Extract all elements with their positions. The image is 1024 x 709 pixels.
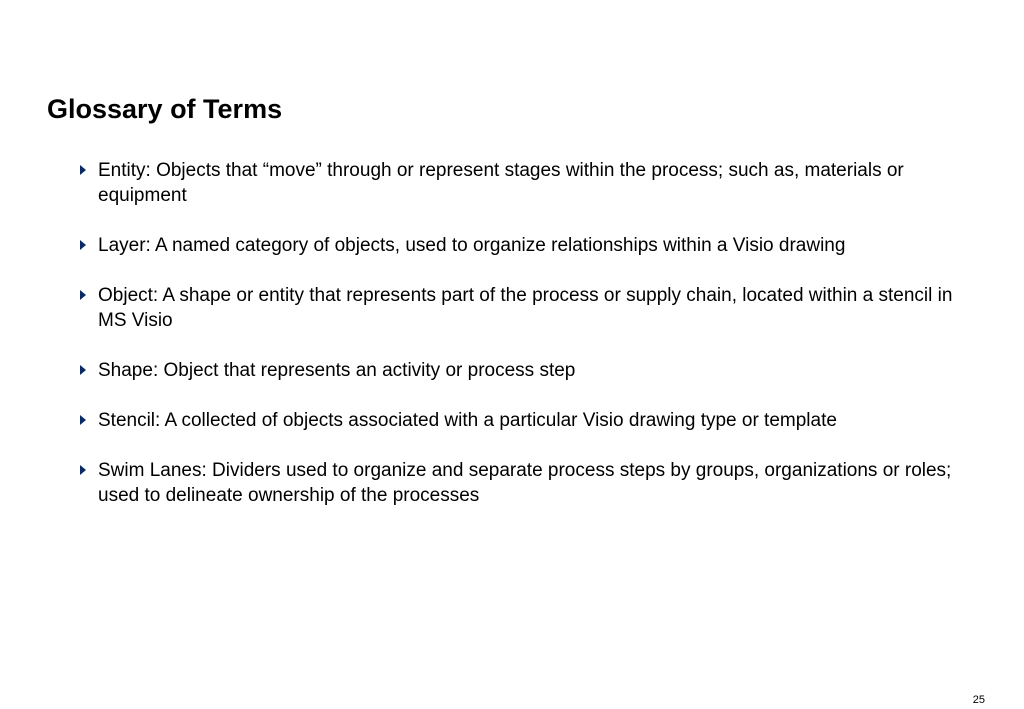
glossary-item-text: Stencil: A collected of objects associated with a particular Visio drawing type or template bbox=[98, 410, 837, 431]
glossary-item-shape bbox=[76, 358, 976, 383]
triangle-bullet-icon bbox=[80, 240, 86, 250]
glossary-item-text: Object: A shape or entity that represents part of the process or supply chain, located within a stencil in MS Visio bbox=[98, 285, 953, 331]
triangle-bullet-icon bbox=[80, 465, 86, 475]
glossary-item-text: Swim Lanes: Dividers used to organize and separate process steps by groups, organizations or roles; used to delineate ownership of the processes bbox=[98, 460, 952, 506]
page-number: 25 bbox=[972, 694, 985, 706]
triangle-bullet-icon bbox=[80, 290, 86, 300]
glossary-item-object bbox=[76, 283, 976, 333]
triangle-bullet-icon bbox=[80, 365, 86, 375]
page-title: Glossary of Terms bbox=[47, 94, 283, 124]
glossary-item-stencil bbox=[76, 408, 976, 433]
glossary-list bbox=[76, 158, 976, 533]
glossary-item-text: Layer: A named category of objects, used to organize relationships within a Visio drawing bbox=[98, 235, 846, 256]
glossary-item-swim-lanes bbox=[76, 458, 976, 508]
glossary-item-text: Shape: Object that represents an activity or process step bbox=[98, 360, 576, 381]
triangle-bullet-icon bbox=[80, 165, 86, 175]
glossary-item-entity bbox=[76, 158, 976, 208]
glossary-item-layer bbox=[76, 233, 976, 258]
triangle-bullet-icon bbox=[80, 415, 86, 425]
glossary-item-text: Entity: Objects that “move” through or represent stages within the process; such as, materials or equipment bbox=[98, 160, 904, 206]
